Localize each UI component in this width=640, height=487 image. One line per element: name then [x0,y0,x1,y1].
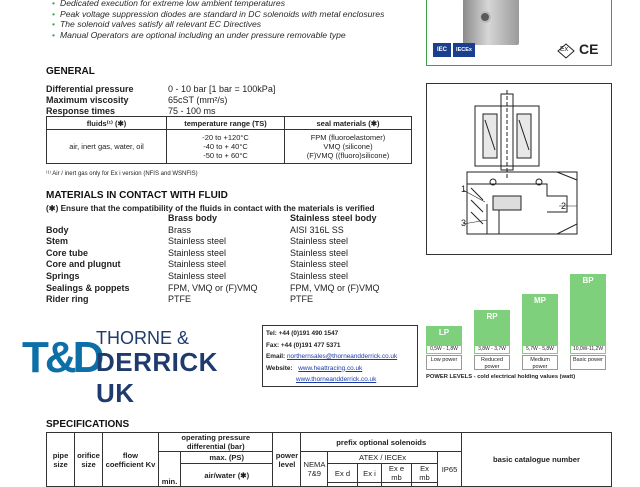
feature-list [52,0,422,40]
power-bar-bp [570,274,606,354]
power-watts: 0,5W - 1,8W [427,346,461,353]
material-row: Body Brass AISI 316L SS [46,224,344,235]
temp-header: temperature range (TS) [167,117,285,130]
material-row: Stem Stainless steel Stainless steel [46,236,349,247]
material-row: Rider ring PTFE PTFE [46,294,314,305]
power-bar-rp [474,310,510,354]
materials-note: (✱) Ensure that the compatibility of the fluids in contact with the materials is verified [46,204,375,213]
feature-item: • The solenoid valves satisfy all relevant EC Directives [52,19,262,29]
power-name: Medium power [522,355,558,370]
iec-logo: IEC [433,43,451,57]
td-mark-text: T&D [22,333,101,382]
feature-item: • Manual Operators are optional including an under pressure removable type [52,29,346,40]
logo-line-2: DERRICK UK [96,347,218,408]
power-levels-caption: POWER LEVELS - cold electrical holding values (watt) [426,374,576,380]
material-row: Core tube Stainless steel Stainless steel [46,247,349,258]
iecex-logo: IECEx [453,43,475,57]
material-row: Springs Stainless steel Stainless steel [46,270,349,281]
material-row: Core and plugnut Stainless steel Stainless steel [46,259,349,270]
fluids-footnote: ⁽¹⁾ Air / inert gas only for Ex i version (NFIS and WSNFIS) [46,171,198,177]
power-bar-lp [426,326,462,354]
power-levels-chart [426,270,612,370]
materials-table: Brass body Stainless steel body Body Brass AISI 316L SS Stem Stainless steel Stainless steel Core tube Stainless steel Stainless steel Core and plugnut Stainless steel Stainless steel Springs Stainless steel Stainless steel Sealings & poppets FPM, VMQ or (F)VMQ FPM, VMQ or (F)VMQ Rider ring PTFE PTFE [46,213,416,306]
logo-line-1: THORNE & [96,328,190,348]
website-link-2[interactable]: www.thorneandderrick.co.uk [296,376,377,383]
seal-cell: FPM (fluoroelastomer) VMQ (silicone) (F)VMQ ((fluoro)silicone) [285,130,412,164]
specifications-table: pipe size orifice size flow coefficient Kv operating pressure differential (bar) power level prefix optional solenoids basic catalogue number min. max. (PS) NEMA 7&9 ATEX / IECEx IP65 air/water (✱) Ex d Ex i Ex e mb Ex mb [46,432,612,487]
fluids-header: fluids⁽¹⁾ (✱) [47,117,167,130]
general-title: GENERAL [46,66,95,77]
website-link-1[interactable]: www.heattracing.co.uk [298,364,363,372]
product-photo-box [426,0,612,66]
seal-header: seal materials (✱) [285,117,412,130]
port-2-label: 2 [561,201,567,211]
power-name: Basic power [570,355,606,370]
td-logo-mark [22,326,101,382]
power-code: LP [438,328,450,337]
feature-item: • Dedicated execution for extreme low ambient temperatures [52,0,285,8]
valve-cross-section [426,83,612,255]
specifications-title: SPECIFICATIONS [46,419,130,430]
power-bar-mp [522,294,558,354]
power-watts: 3,8W - 3,7W [475,346,509,353]
ex-mark-icon: Ex [557,43,575,59]
temp-cell: -20 to +120°C -40 to + 40°C -50 to + 60°C [167,130,285,164]
feature-item: • Peak voltage suppression diodes are standard in DC solenoids with metal enclosures [52,8,385,19]
valve-diagram-svg [427,84,611,254]
power-code: RP [486,312,498,321]
power-name: Reduced power [474,355,510,370]
fluids-table [46,116,412,164]
power-watts: 10,0W-11,2W [572,346,604,352]
materials-title: MATERIALS IN CONTACT WITH FLUID [46,190,228,201]
contact-tel: Tel: +44 (0)191 490 1547 [266,330,339,337]
valve-body-photo [463,0,519,45]
contact-email-link[interactable]: northernsales@thorneandderrick.co.uk [286,353,398,360]
material-row: Sealings & poppets FPM, VMQ or (F)VMQ FPM, VMQ or (F)VMQ [46,282,380,293]
power-watts: 5,7W - 5,8W [523,346,557,353]
power-code: BP [582,276,594,285]
company-logo [22,326,260,408]
contact-box: Tel: +44 (0)191 490 1547 Fax: +44 (0)191 477 5371 Email: northernsales@thorneandderrick.co.uk Website: www.heattracing.co.uk www.thorneandderrick.co.uk [262,325,418,387]
ce-mark: CE [579,41,599,57]
general-specs: Differential pressure 0 - 10 bar [1 bar = 100kPa] Maximum viscosity 65cST (mm²/s) Response times 75 - 100 ms [46,84,276,116]
port-1-label: 1 [461,184,467,194]
port-3-label: 3 [461,218,467,228]
power-code: MP [534,296,546,305]
fluid-cell: air, inert gas, water, oil [47,130,167,164]
contact-fax: Fax: +44 (0)191 477 5371 [266,341,341,349]
power-name: Low power [426,355,462,370]
